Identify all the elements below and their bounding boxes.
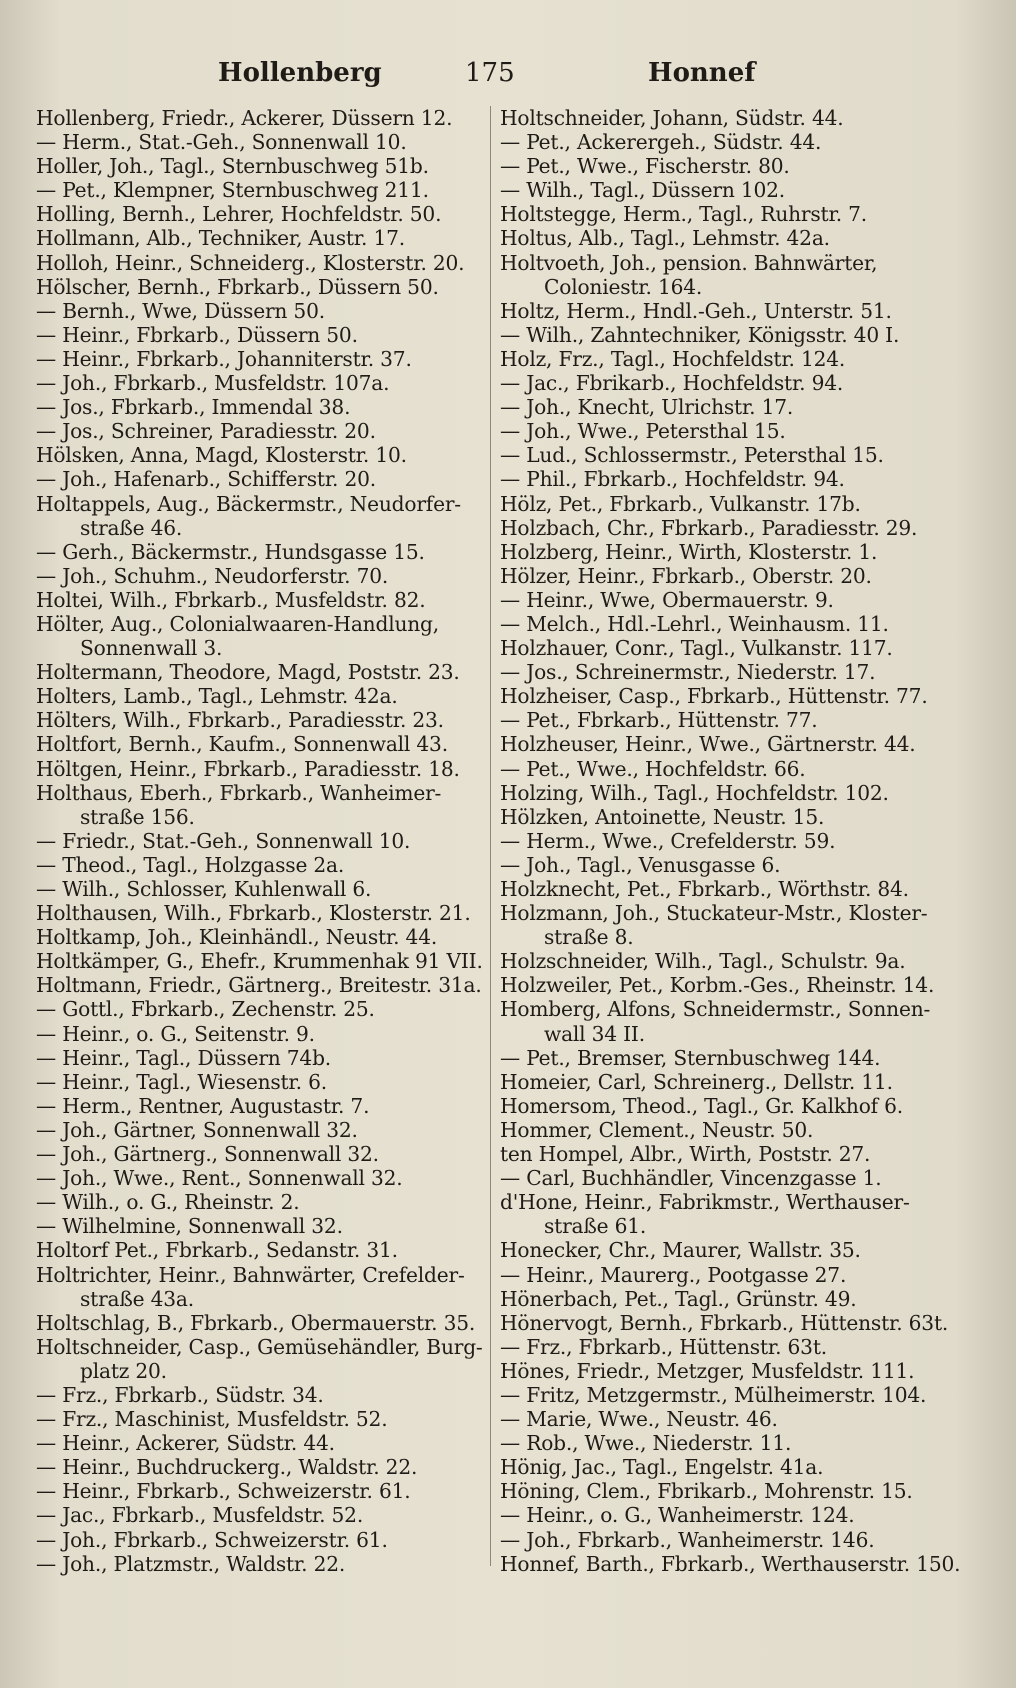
directory-entry-line: Hölzer, Heinr., Fbrkarb., Oberstr. 20. xyxy=(500,563,872,588)
directory-entry-line: — Jac., Fbrkarb., Musfeldstr. 52. xyxy=(36,1503,364,1528)
directory-entry-line: Hönervogt, Bernh., Fbrkarb., Hüttenstr. 63t. xyxy=(500,1310,949,1335)
directory-entry-line: — Wilh., Tagl., Düssern 102. xyxy=(500,178,785,203)
directory-entry-line: Hölters, Wilh., Fbrkarb., Paradiesstr. 23. xyxy=(36,708,444,733)
directory-entry-line: — Heinr., Maurerg., Pootgasse 27. xyxy=(500,1262,847,1287)
directory-entry-line: — Frz., Fbrkarb., Hüttenstr. 63t. xyxy=(500,1334,827,1359)
directory-entry-line: Hölzken, Antoinette, Neustr. 15. xyxy=(500,804,825,829)
directory-entry-line: — Frz., Maschinist, Musfeldstr. 52. xyxy=(36,1407,388,1432)
directory-entry-line: Honecker, Chr., Maurer, Wallstr. 35. xyxy=(500,1238,861,1263)
directory-entry-line: — Heinr., Fbrkarb., Düssern 50. xyxy=(36,322,358,347)
directory-entry-line: — Herm., Rentner, Augustastr. 7. xyxy=(36,1093,370,1118)
directory-entry-line: Höltgen, Heinr., Fbrkarb., Paradiesstr. 18. xyxy=(36,756,460,781)
directory-entry-line: — Joh., Fbrkarb., Wanheimerstr. 146. xyxy=(500,1527,875,1552)
directory-entry-line: Honnef, Barth., Fbrkarb., Werthauserstr. 150. xyxy=(500,1551,961,1576)
directory-entry-line: — Joh., Wwe., Petersthal 15. xyxy=(500,419,786,444)
directory-entry-line: — Joh., Knecht, Ulrichstr. 17. xyxy=(500,395,794,420)
directory-entry-line: — Wilhelmine, Sonnenwall 32. xyxy=(36,1214,343,1239)
directory-entry-line: — Heinr., Fbrkarb., Schweizerstr. 61. xyxy=(36,1479,411,1504)
directory-entry-line: Holzberg, Heinr., Wirth, Klosterstr. 1. xyxy=(500,539,878,564)
header-left-keyword: Hollenberg xyxy=(218,58,382,88)
directory-entry-line: — Pet., Ackerergeh., Südstr. 44. xyxy=(500,130,822,155)
directory-entry-line: — Rob., Wwe., Niederstr. 11. xyxy=(500,1431,792,1456)
directory-entry-line: straße 156. xyxy=(80,804,195,829)
directory-entry-line: Holtkamp, Joh., Kleinhändl., Neustr. 44. xyxy=(36,925,438,950)
directory-entry-line: Sonnenwall 3. xyxy=(80,636,223,661)
directory-entry-line: Holzschneider, Wilh., Tagl., Schulstr. 9a. xyxy=(500,949,906,974)
directory-entry-line: Höning, Clem., Fbrikarb., Mohrenstr. 15. xyxy=(500,1479,913,1504)
directory-entry-line: — Friedr., Stat.-Geh., Sonnenwall 10. xyxy=(36,828,411,853)
directory-entry-line: Holtstegge, Herm., Tagl., Ruhrstr. 7. xyxy=(500,202,867,227)
directory-entry-line: Holzweiler, Pet., Korbm.-Ges., Rheinstr. 14. xyxy=(500,973,935,998)
header-right-keyword: Honnef xyxy=(648,58,756,88)
directory-entry-line: Holloh, Heinr., Schneiderg., Klosterstr. 20. xyxy=(36,250,465,275)
directory-entry-line: — Marie, Wwe., Neustr. 46. xyxy=(500,1407,778,1432)
directory-entry-line: — Bernh., Wwe, Düssern 50. xyxy=(36,298,325,323)
directory-entry-line: — Melch., Hdl.-Lehrl., Weinhausm. 11. xyxy=(500,611,889,636)
directory-entry-line: — Joh., Gärtner, Sonnenwall 32. xyxy=(36,1117,358,1142)
directory-entry-line: — Joh., Platzmstr., Waldstr. 22. xyxy=(36,1551,346,1576)
directory-entry-line: — Heinr., o. G., Seitenstr. 9. xyxy=(36,1021,315,1046)
right-column xyxy=(500,106,990,1576)
directory-entry-line: Holtrichter, Heinr., Bahnwärter, Crefelder- xyxy=(36,1262,465,1287)
directory-entry-line: — Herm., Stat.-Geh., Sonnenwall 10. xyxy=(36,130,407,155)
directory-entry-line: Hommer, Clement., Neustr. 50. xyxy=(500,1117,814,1142)
directory-entry-line: Holzing, Wilh., Tagl., Hochfeldstr. 102. xyxy=(500,780,889,805)
directory-entry-line: — Heinr., Fbrkarb., Johanniterstr. 37. xyxy=(36,346,412,371)
directory-entry-line: Holtappels, Aug., Bäckermstr., Neudorfer- xyxy=(36,491,461,516)
directory-entry-line: Holtfort, Bernh., Kaufm., Sonnenwall 43. xyxy=(36,732,448,757)
directory-entry-line: — Jos., Fbrkarb., Immendal 38. xyxy=(36,395,351,420)
directory-entry-line: — Pet., Klempner, Sternbuschweg 211. xyxy=(36,178,429,203)
directory-entry-line: Hollenberg, Friedr., Ackerer, Düssern 12. xyxy=(36,106,453,130)
directory-entry-line: Holthaus, Eberh., Fbrkarb., Wanheimer- xyxy=(36,780,442,805)
directory-entry-line: straße 61. xyxy=(544,1214,647,1239)
directory-entry-line: — Carl, Buchhändler, Vincenzgasse 1. xyxy=(500,1166,882,1191)
directory-entry-line: Holzbach, Chr., Fbrkarb., Paradiesstr. 29. xyxy=(500,515,918,540)
directory-entry-line: — Frz., Fbrkarb., Südstr. 34. xyxy=(36,1382,324,1407)
directory-entry-line: wall 34 II. xyxy=(544,1021,645,1046)
directory-entry-line: Holtz, Herm., Hndl.-Geh., Unterstr. 51. xyxy=(500,298,892,323)
directory-entry-line: Holtorf Pet., Fbrkarb., Sedanstr. 31. xyxy=(36,1238,398,1263)
column-divider xyxy=(490,106,491,1566)
directory-entry-line: platz 20. xyxy=(80,1358,167,1383)
directory-entry-line: Holtschneider, Casp., Gemüsehändler, Burg- xyxy=(36,1334,483,1359)
directory-entry-line: Hölscher, Bernh., Fbrkarb., Düssern 50. xyxy=(36,274,439,299)
directory-entry-line: Hönerbach, Pet., Tagl., Grünstr. 49. xyxy=(500,1286,857,1311)
directory-entry-line: — Jos., Schreinermstr., Niederstr. 17. xyxy=(500,660,876,685)
left-column xyxy=(36,106,506,1576)
directory-entry-line: straße 43a. xyxy=(80,1286,194,1311)
directory-entry-line: — Heinr., o. G., Wanheimerstr. 124. xyxy=(500,1503,855,1528)
directory-entry-line: — Jac., Fbrikarb., Hochfeldstr. 94. xyxy=(500,371,844,396)
directory-entry-line: — Joh., Fbrkarb., Musfeldstr. 107a. xyxy=(36,371,390,396)
directory-entry-line: — Heinr., Ackerer, Südstr. 44. xyxy=(36,1431,335,1456)
directory-entry-line: Hönes, Friedr., Metzger, Musfeldstr. 111. xyxy=(500,1358,915,1383)
directory-entry-line: Holzheiser, Casp., Fbrkarb., Hüttenstr. 77. xyxy=(500,684,928,709)
directory-entry-line: Holzhauer, Conr., Tagl., Vulkanstr. 117. xyxy=(500,636,893,661)
directory-entry-line: Holling, Bernh., Lehrer, Hochfeldstr. 50. xyxy=(36,202,442,227)
directory-entry-line: Holtschlag, B., Fbrkarb., Obermauerstr. 35. xyxy=(36,1310,476,1335)
page-header xyxy=(0,58,1016,98)
directory-entry-line: — Fritz, Metzgermstr., Mülheimerstr. 104. xyxy=(500,1382,927,1407)
directory-entry-line: Holters, Lamb., Tagl., Lehmstr. 42a. xyxy=(36,684,398,709)
directory-entry-line: — Joh., Schuhm., Neudorferstr. 70. xyxy=(36,563,389,588)
directory-entry-line: — Heinr., Tagl., Düssern 74b. xyxy=(36,1045,332,1070)
directory-entry-line: — Joh., Gärtnerg., Sonnenwall 32. xyxy=(36,1142,379,1167)
directory-entry-line: Holzknecht, Pet., Fbrkarb., Wörthstr. 84. xyxy=(500,877,909,901)
directory-entry-line: straße 46. xyxy=(80,515,183,540)
directory-entry-line: Holtvoeth, Joh., pension. Bahnwärter, xyxy=(500,250,878,275)
directory-entry-line: Homberg, Alfons, Schneidermstr., Sonnen- xyxy=(500,997,931,1022)
directory-entry-line: Holler, Joh., Tagl., Sternbuschweg 51b. xyxy=(36,154,429,179)
directory-entry-line: Holtermann, Theodore, Magd, Poststr. 23. xyxy=(36,660,460,685)
directory-entry-line: Hölsken, Anna, Magd, Klosterstr. 10. xyxy=(36,443,407,468)
directory-entry-line: — Joh., Hafenarb., Schifferstr. 20. xyxy=(36,467,377,492)
directory-entry-line: Holtschneider, Johann, Südstr. 44. xyxy=(500,106,844,130)
directory-entry-line: — Pet., Wwe., Fischerstr. 80. xyxy=(500,154,790,179)
directory-entry-line: — Phil., Fbrkarb., Hochfeldstr. 94. xyxy=(500,467,845,492)
directory-entry-line: — Heinr., Tagl., Wiesenstr. 6. xyxy=(36,1069,327,1094)
directory-entry-line: — Joh., Tagl., Venusgasse 6. xyxy=(500,852,781,877)
directory-entry-line: — Heinr., Wwe, Obermauerstr. 9. xyxy=(500,587,834,612)
directory-entry-line: — Wilh., o. G., Rheinstr. 2. xyxy=(36,1190,300,1215)
directory-entry-line: Holtkämper, G., Ehefr., Krummenhak 91 VII. xyxy=(36,949,483,974)
directory-entry-line: Homeier, Carl, Schreinerg., Dellstr. 11. xyxy=(500,1069,893,1094)
directory-entry-line: Hölter, Aug., Colonialwaaren-Handlung, xyxy=(36,611,439,636)
directory-entry-line: Hölz, Pet., Fbrkarb., Vulkanstr. 17b. xyxy=(500,491,861,516)
directory-entry-line: — Wilh., Schlosser, Kuhlenwall 6. xyxy=(36,877,372,901)
page-number: 175 xyxy=(465,58,515,88)
directory-entry-line: Hönig, Jac., Tagl., Engelstr. 41a. xyxy=(500,1455,824,1480)
directory-entry-line: straße 8. xyxy=(544,925,634,950)
directory-entry-line: — Jos., Schreiner, Paradiesstr. 20. xyxy=(36,419,376,444)
directory-entry-line: Holtmann, Friedr., Gärtnerg., Breitestr. 31a. xyxy=(36,973,482,998)
directory-entry-line: Hollmann, Alb., Techniker, Austr. 17. xyxy=(36,226,405,251)
directory-entry-line: Holzheuser, Heinr., Wwe., Gärtnerstr. 44. xyxy=(500,732,916,757)
directory-entry-line: Coloniestr. 164. xyxy=(544,274,703,299)
directory-entry-line: — Heinr., Buchdruckerg., Waldstr. 22. xyxy=(36,1455,418,1480)
directory-entry-line: d'Hone, Heinr., Fabrikmstr., Werthauser- xyxy=(500,1190,910,1215)
directory-entry-line: — Joh., Fbrkarb., Schweizerstr. 61. xyxy=(36,1527,388,1552)
directory-entry-line: ten Hompel, Albr., Wirth, Poststr. 27. xyxy=(500,1142,871,1167)
directory-entry-line: Holzmann, Joh., Stuckateur-Mstr., Kloster- xyxy=(500,901,928,926)
directory-entry-line: — Joh., Wwe., Rent., Sonnenwall 32. xyxy=(36,1166,403,1191)
directory-entry-line: — Gerh., Bäckermstr., Hundsgasse 15. xyxy=(36,539,425,564)
directory-entry-line: — Pet., Bremser, Sternbuschweg 144. xyxy=(500,1045,881,1070)
directory-entry-line: — Pet., Wwe., Hochfeldstr. 66. xyxy=(500,756,806,781)
directory-entry-line: Holtei, Wilh., Fbrkarb., Musfeldstr. 82. xyxy=(36,587,426,612)
directory-entry-line: — Theod., Tagl., Holzgasse 2a. xyxy=(36,852,345,877)
directory-entry-line: Holz, Frz., Tagl., Hochfeldstr. 124. xyxy=(500,346,846,371)
directory-entry-line: — Lud., Schlossermstr., Petersthal 15. xyxy=(500,443,884,468)
directory-entry-line: — Gottl., Fbrkarb., Zechenstr. 25. xyxy=(36,997,375,1022)
directory-entry-line: Homersom, Theod., Tagl., Gr. Kalkhof 6. xyxy=(500,1093,903,1118)
directory-entry-line: Holthausen, Wilh., Fbrkarb., Klosterstr. 21. xyxy=(36,901,471,926)
directory-entry-line: Holtus, Alb., Tagl., Lehmstr. 42a. xyxy=(500,226,830,251)
directory-entry-line: — Wilh., Zahntechniker, Königsstr. 40 I. xyxy=(500,322,900,347)
directory-entry-line: — Herm., Wwe., Crefelderstr. 59. xyxy=(500,828,836,853)
directory-entry-line: — Pet., Fbrkarb., Hüttenstr. 77. xyxy=(500,708,818,733)
